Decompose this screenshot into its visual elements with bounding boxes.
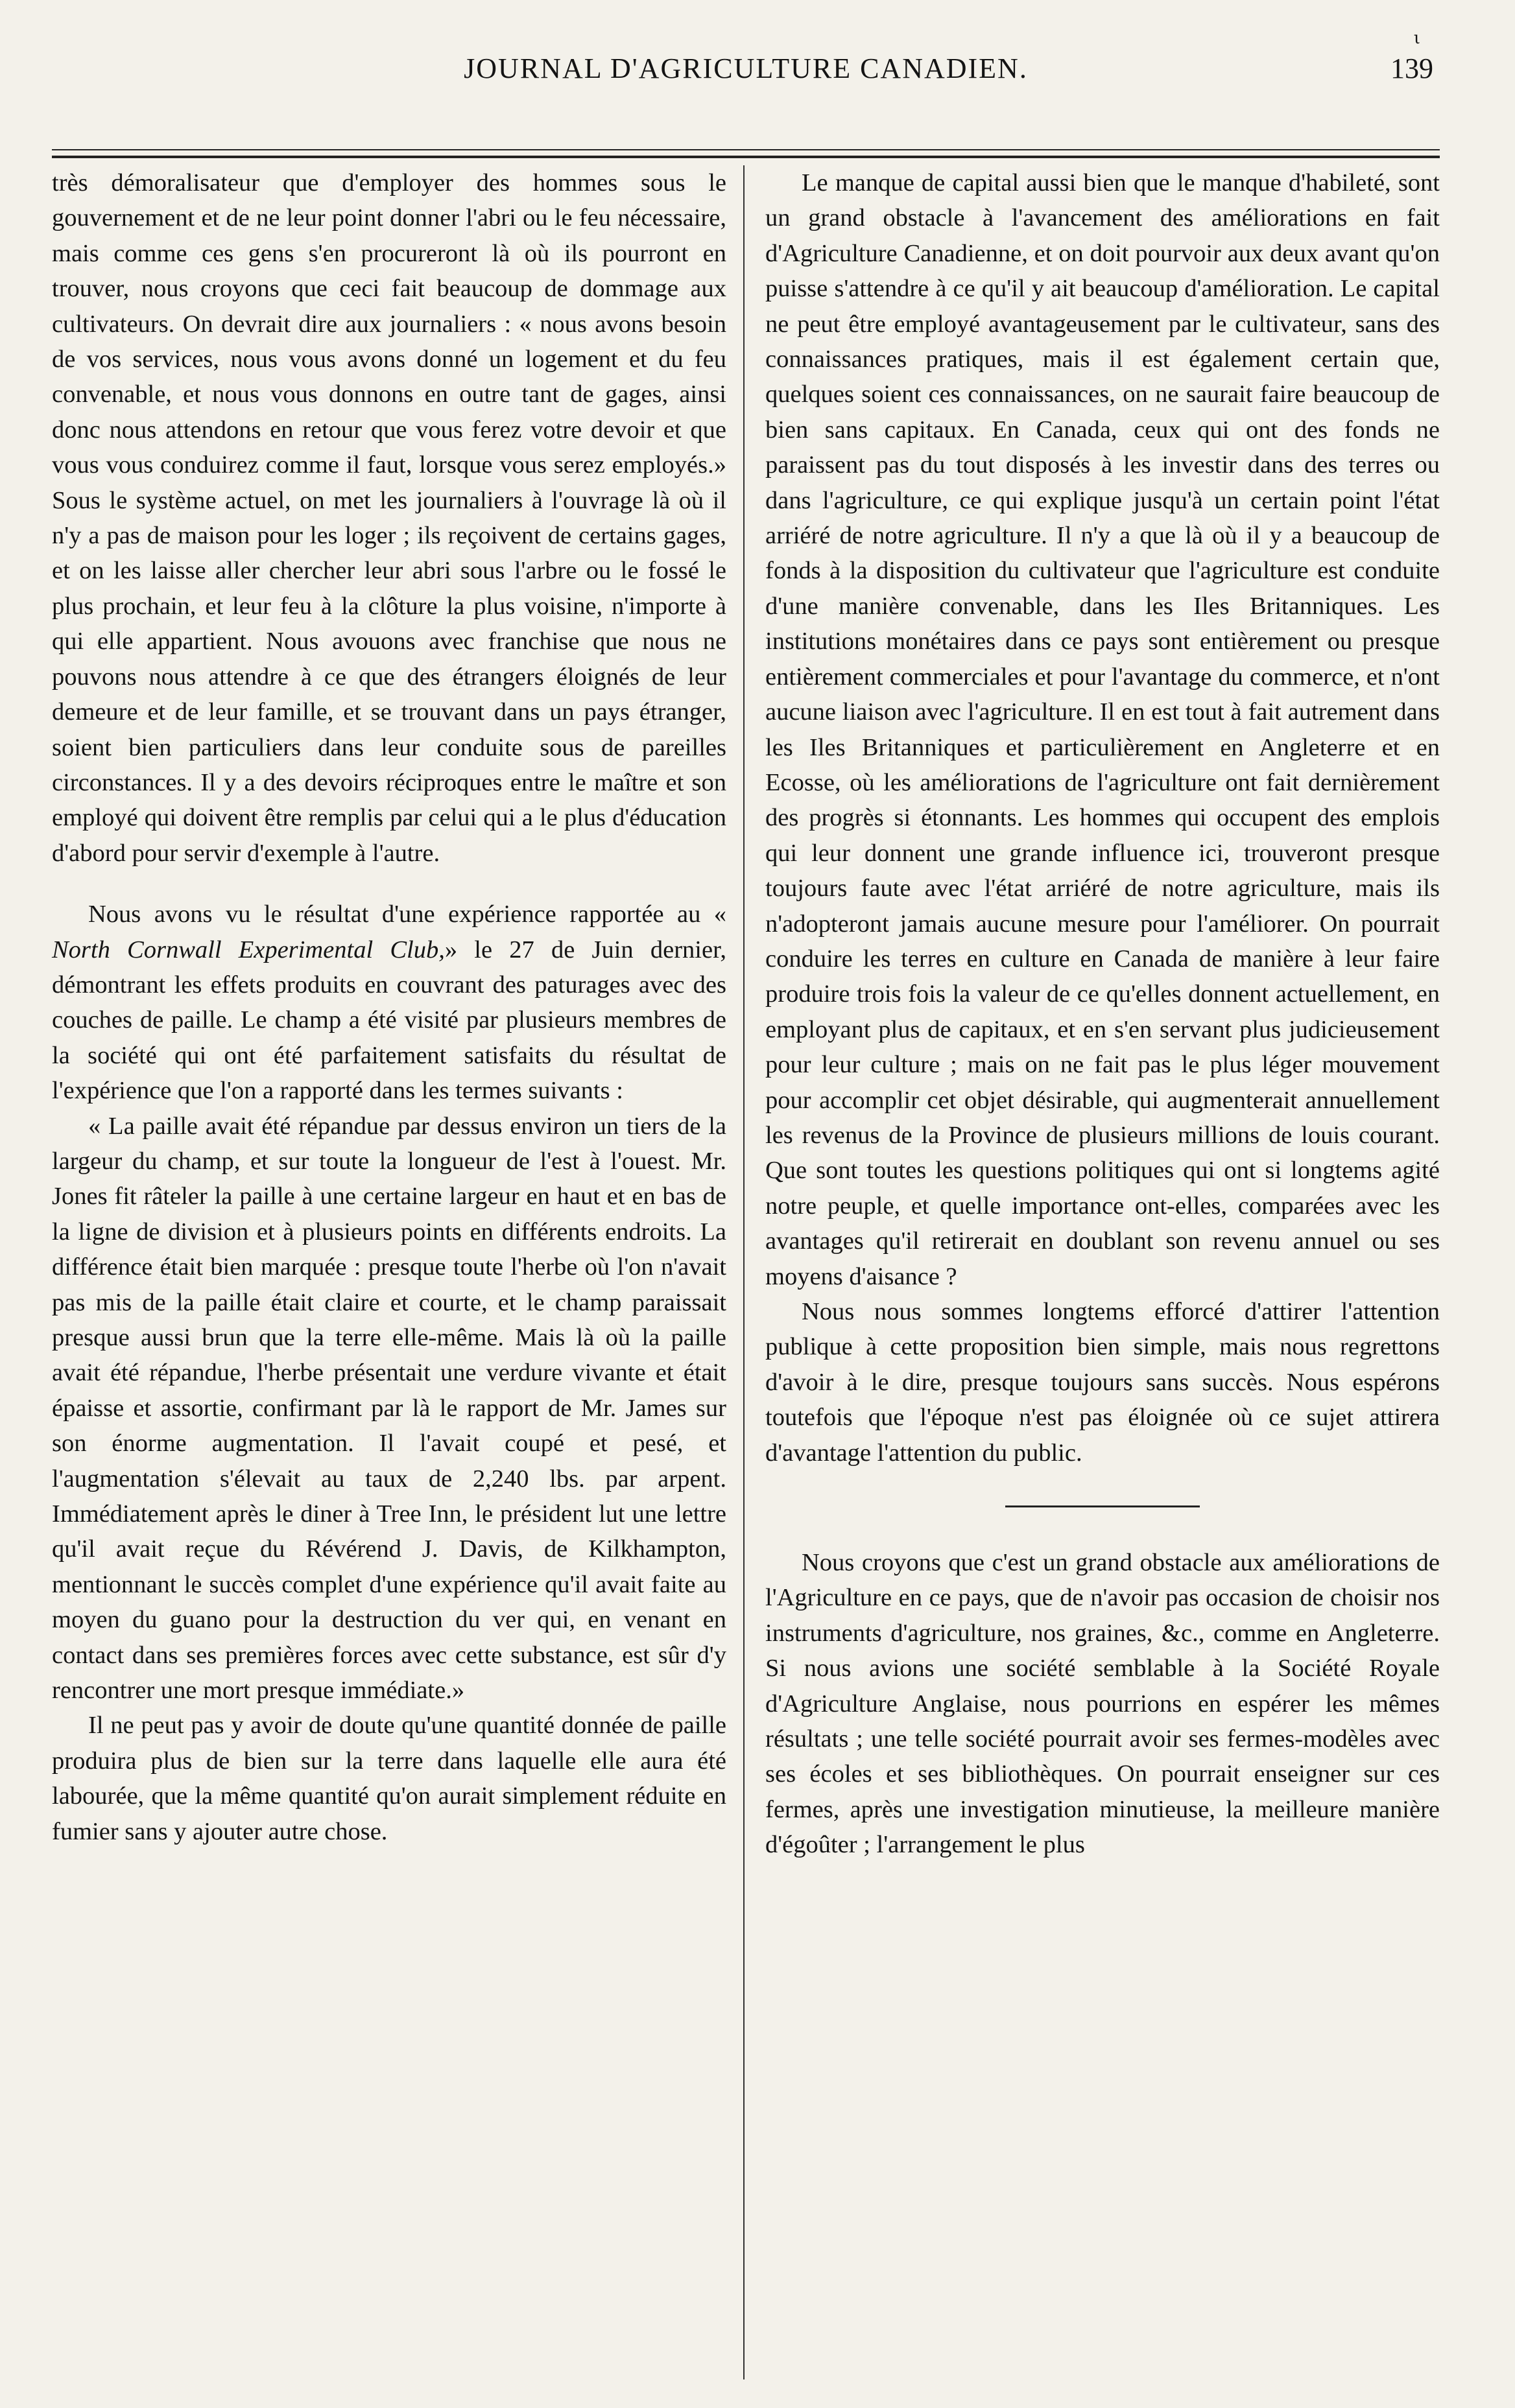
left-paragraph-2 (52, 897, 726, 1108)
right-paragraph-1: Le manque de capital aussi bien que le manque d'habileté, sont un grand obstacle à l'avancement des améliorations en fait d'Agriculture Canadienne, et on doit pourvoir aux deux avant qu'on puisse s'attendre à ce qu'il y ait beaucoup d'amélioration. Le capital ne peut être employé avantageusement par le cultivateur, sans des connaissances pratiques, mais il est également certain que, quelques soient ces connaissances, on ne saurait faire beaucoup de bien sans capitaux. En Canada, ceux qui ont des fonds ne paraissent pas du tout disposés à les investir dans des terres ou dans l'agriculture, ce qui explique jusqu'à un certain point l'état arriéré de notre agriculture. Il n'y a que là où il y a beaucoup de fonds à la disposition du cultivateur que l'agriculture est conduite d'une manière convenable, dans les Iles Britanniques. Les institutions monétaires dans ce pays sont entièrement ou presque entièrement commerciales et pour l'avantage du commerce, et n'ont aucune liaison avec l'agriculture. Il en est tout à fait autrement dans les Iles Britanniques et particulièrement en Angleterre et en Ecosse, où les améliorations de l'agriculture ont fait dernièrement des progrès si étonnants. Les hommes qui occupent des emplois qui leur donnent une grande influence ici, trouveront presque toujours faute avec l'état arriéré de notre agriculture, mais ils n'adopteront jamais aucune mesure pour l'améliorer. On pourrait conduire les terres en culture en Canada de manière à leur faire produire trois fois la valeur de ce qu'elles donnent actuellement, en employant plus de capitaux, et en s'en servant plus judicieusement pour leur culture ; mais on ne fait pas le plus léger mouvement pour accomplir cet objet désirable, qui augmenterait annuellement les revenus de la Province de plusieurs millions de louis courant. Que sont toutes les questions politiques qui ont si longtems agité notre peuple, et quelle importance ont-elles, comparées avec les avantages qu'il retirerait en doublant son revenu annuel ou ses moyens d'aisance ? (765, 169, 1440, 1290)
left-paragraph-4: Il ne peut pas y avoir de doute qu'une quantité donnée de paille produira plus de bien sur la terre dans laquelle elle aura été labourée, que la même quantité qu'on aurait simplement réduite en fumier sans y ajouter autre chose. (52, 1712, 726, 1845)
running-title: JOURNAL D'AGRICULTURE CANADIEN. (464, 53, 1028, 84)
left-paragraph-1: très démoralisateur que d'employer des hommes sous le gouvernement et de ne leur point donner l'abri ou le feu nécessaire, mais comme ces gens s'en procureront là où ils pourront en trouver, nous croyons que ceci fait beaucoup de dommage aux cultivateurs. On devrait dire aux journaliers : « nous avons besoin de vos services, nous vous avons donné un logement et du feu convenable, et nous vous donnons en outre tant de gages, ainsi donc nous attendons en retour que vous ferez votre devoir et que vous vous conduirez comme il faut, lorsque vous serez employés.» Sous le système actuel, on met les journaliers à l'ouvrage là où il n'y a pas de maison pour les loger ; ils reçoivent de certains gages, et on les laisse aller chercher leur abri sous l'arbre ou le fossé le plus prochain, et leur feu à la clôture la plus voisine, n'importe à qui elle appartient. Nous avouons avec franchise que nous ne pouvons nous attendre à ce que des étrangers éloignés de leur demeure et de leur famille, et se trouvant dans un pays étranger, soient bien particuliers dans leur conduite sous de pareilles circonstances. Il y a des devoirs réciproques entre le maître et son employé qui doivent être remplis par celui qui a le plus d'éducation d'abord pour servir d'exemple à l'autre. (52, 169, 726, 867)
right-paragraph-2: Nous nous sommes longtems efforcé d'attirer l'attention publique à cette proposition bien simple, mais nous regrettons d'avoir à le dire, presque toujours sans succès. Nous espérons toutefois que l'époque n'est pas éloignée où ce sujet attirera d'avantage l'attention du public. (765, 1298, 1440, 1467)
left-paragraph-2-end: » le 27 de Juin dernier, démontrant les effets produits en couvrant des paturages avec des couches de paille. Le champ a été visité par plusieurs membres de la société qui ont été parfaitement satisfaits du résultat de l'expérience que l'on a rapporté dans les termes suivants : (52, 936, 726, 1105)
left-paragraph-2-start: Nous avons vu le résultat d'une expérience rapportée au « (88, 901, 726, 928)
left-paragraph-3: « La paille avait été répandue par dessus environ un tiers de la largeur du champ, et sur toute la longueur de l'est à l'ouest. Mr. Jones fit râteler la paille à une certaine largeur en haut et en bas de la ligne de division et à plusieurs points en différents endroits. La différence était bien marquée : presque toute l'herbe où l'on n'avait pas mis de la paille était claire et courte, et le champ paraissait presque aussi brun que la terre elle-même. Mais là où la paille avait été répandue, l'herbe présentait une verdure vivante et était épaisse et assortie, confirmant par là le rapport de Mr. James sur son énorme augmentation. Il l'avait coupé et pesé, et l'augmentation s'élevait au taux de 2,240 lbs. par arpent. Immédiatement après le diner à Tree Inn, le président lut une lettre qu'il avait reçue du Révérend J. Davis, de Kilkhampton, mentionnant le succès complet d'une expérience qu'il avait faite au moyen du guano pour la destruction du ver qui, en venant en contact dans ses premières forces avec cette substance, est sûr d'y rencontrer une mort presque immédiate.» (52, 1112, 726, 1705)
margin-mark: ι (1413, 29, 1420, 48)
column-divider (743, 165, 745, 2379)
header-double-rule (52, 149, 1440, 158)
club-name: North Cornwall Experimental Club, (52, 936, 445, 963)
right-paragraph-3: Nous croyons que c'est un grand obstacle aux améliorations de l'Agriculture en ce pays, que de n'avoir pas occasion de choisir nos instruments d'agriculture, nos graines, &c., comme en Angleterre. Si nous avions une société semblable à la Société Royale d'Agriculture Anglaise, nous pourrions en espérer les mêmes résultats ; une telle société pourrait avoir ses fermes-modèles avec ses écoles et ses bibliothèques. On pourrait enseigner sur ces fermes, après une investigation minutieuse, la meilleure manière d'égoûter ; l'arrangement le plus (765, 1549, 1440, 1859)
page-header (52, 26, 1440, 104)
section-separator-right (1005, 1505, 1200, 1507)
journal-page (52, 26, 1440, 2379)
page-number: 139 (1390, 53, 1433, 84)
left-column (52, 165, 726, 1849)
right-column (765, 165, 1440, 1863)
text-columns (52, 165, 1440, 2379)
